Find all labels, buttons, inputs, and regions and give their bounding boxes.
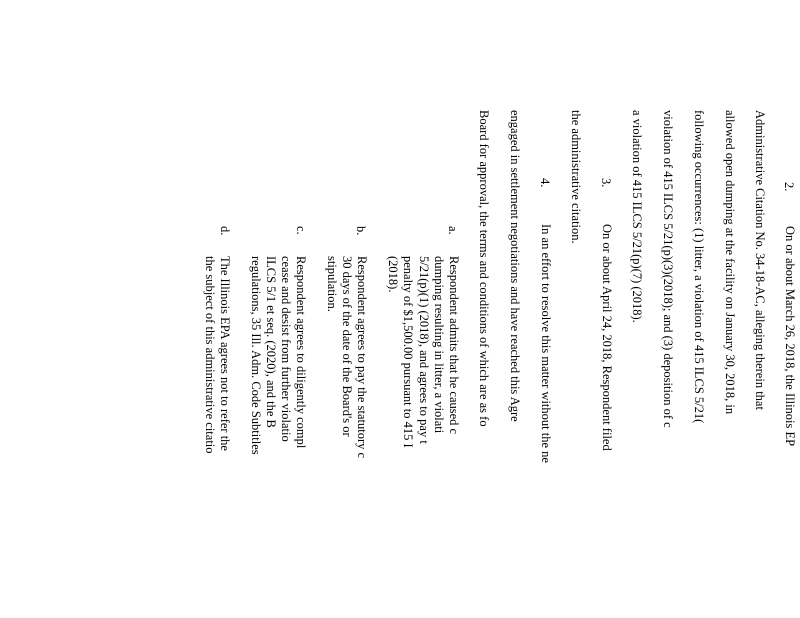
paragraph-3-number: 3. [599, 178, 613, 188]
item-b-line: stipulation. [325, 256, 339, 312]
paragraph-2-line: allowed open dumping at the facility on January 30, 2018, in [723, 110, 737, 415]
item-a-line: Respondent admits that he caused c [447, 256, 461, 435]
paragraph-2-line: violation of 415 ILCS 5/21(p)(3)(2018); and (3) deposition of c [661, 110, 675, 428]
item-c-line: cease and desist from further violatio [279, 256, 293, 442]
item-a-line: dumping resulting in litter, a violati [432, 256, 446, 434]
item-d-line: the subject of this administrative citatio [203, 256, 217, 454]
item-b-line: 30 days of the date of the Board's or [340, 256, 354, 437]
item-c-letter: c. [294, 226, 308, 235]
item-c-line: regulations, 35 Ill. Adm. Code Subtitles [249, 256, 263, 455]
item-a-line: penalty of $1,500.00 pursuant to 415 I [401, 256, 415, 448]
paragraph-3-line: the administrative citation. [569, 110, 583, 244]
item-a-line: 5/21(p)(1) (2018), and agrees to pay t [417, 256, 431, 444]
item-d-line: The Illinois EPA agrees not to refer the [218, 256, 232, 451]
item-c-line: ILCS 5/1 et seq. (2020), and the B [264, 256, 278, 428]
paragraph-2-line: On or about March 26, 2018, the Illinois EP [783, 226, 797, 447]
item-b-line: Respondent agrees to pay the statutory c [355, 256, 369, 459]
paragraph-2-line: a violation of 415 ILCS 5/21(p)(7) (2018). [630, 110, 644, 323]
paragraph-4-line: engaged in settlement negotiations and have reached this Agre [508, 110, 522, 422]
item-b-letter: b. [354, 226, 368, 236]
item-a-line: (2018). [386, 256, 400, 293]
paragraph-2-number: 2. [782, 182, 796, 192]
item-a-letter: a. [446, 226, 460, 235]
paragraph-3-line: On or about April 24, 2018, Respondent filed [600, 224, 614, 451]
paragraph-4-line: Board for approval, the terms and conditions of which are as fo [477, 110, 491, 427]
paragraph-4-number: 4. [538, 178, 552, 188]
paragraph-4-line: In an effort to resolve this matter without the ne [539, 224, 553, 463]
paragraph-2-line: Administrative Citation No. 34-18-AC, alleging therein that [753, 110, 767, 410]
item-d-letter: d. [218, 226, 232, 236]
paragraph-2-line: following occurrences: (1) litter, a violation of 415 ILCS 5/21( [692, 110, 706, 424]
item-c-line: Respondent agrees to diligently compl [294, 256, 308, 449]
